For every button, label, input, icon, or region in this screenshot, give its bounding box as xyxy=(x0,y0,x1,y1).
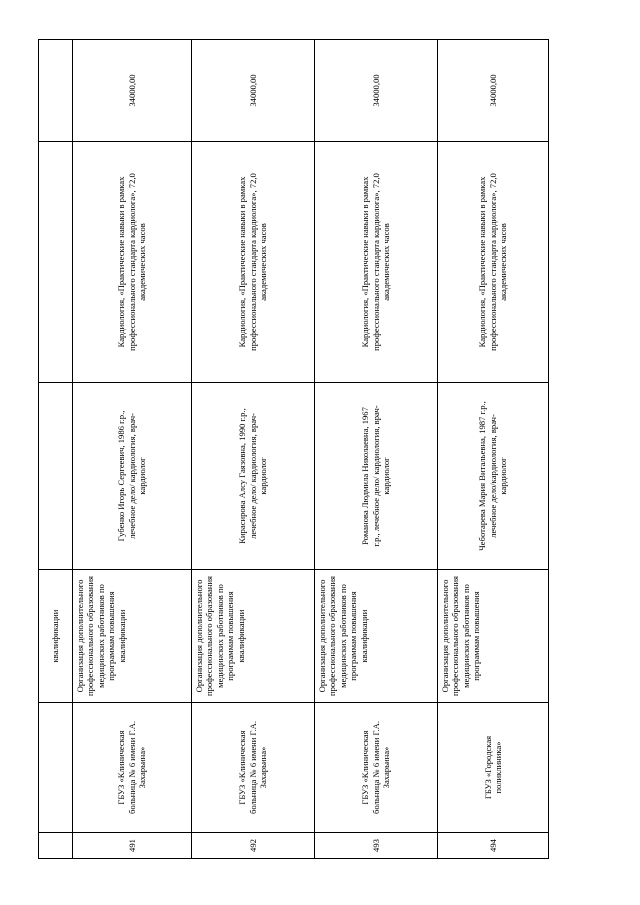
person: Романова Людмила Николаевна, 1967 г.р., лечебное дело/ кардиология, врач-кардиолог xyxy=(360,405,392,547)
person-cell xyxy=(438,383,549,570)
organization-cell xyxy=(73,703,192,833)
organization-cell xyxy=(192,703,315,833)
row-number: 491 xyxy=(126,839,137,852)
row-number: 492 xyxy=(247,839,258,852)
program-cell xyxy=(73,570,192,703)
program-cell xyxy=(192,570,315,703)
program: Организация дополнительного профессионального образования медицинских работников по программам повышения квалификации xyxy=(75,576,127,696)
course: Кардиология, «Практические навыки в рамках профессионального стандарта кардиолога», 72,0 академических часов xyxy=(360,173,392,351)
sum-cell xyxy=(438,40,549,142)
course-cell xyxy=(73,142,192,383)
sum: 34000,00 xyxy=(370,74,381,107)
table-header-row xyxy=(39,40,73,859)
person: Чеботарева Мария Витальевна, 1987 г.р., лечебное дело/кардиология, врач-кардиолог xyxy=(477,401,509,551)
organization: ГБУЗ «Городская поликлиника» xyxy=(482,735,503,800)
table-row xyxy=(192,40,315,859)
program: Организация дополнительного профессионального образования медицинских работников по программам повышения квалификации xyxy=(317,576,369,696)
organization-cell xyxy=(438,703,549,833)
sum-cell xyxy=(73,40,192,142)
course: Кардиология, «Практические навыки в рамках профессионального стандарта кардиолога», 72,0 академических часов xyxy=(116,173,148,351)
course-cell xyxy=(315,142,438,383)
program-continuation: квалификации xyxy=(50,609,61,663)
header-empty-num xyxy=(39,833,73,859)
row-number-cell xyxy=(315,833,438,859)
course-cell xyxy=(192,142,315,383)
course: Кардиология, «Практические навыки в рамках профессионального стандарта кардиолога», 72,0 академических часов xyxy=(237,173,269,351)
row-number: 493 xyxy=(370,839,381,852)
organization: ГБУЗ «Клиническая больница № 6 имени Г.А. Захарьина» xyxy=(360,720,392,815)
program-cell xyxy=(438,570,549,703)
row-number-cell xyxy=(192,833,315,859)
sum: 34000,00 xyxy=(247,74,258,107)
program-cell xyxy=(315,570,438,703)
table-row xyxy=(438,40,549,859)
header-empty-org xyxy=(39,703,73,833)
table-row xyxy=(73,40,192,859)
header-program-cell xyxy=(39,570,73,703)
course: Кардиология, «Практические навыки в рамках профессионального стандарта кардиолога», 72,0 академических часов xyxy=(477,173,509,351)
organization: ГБУЗ «Клиническая больница № 6 имени Г.А. Захарьина» xyxy=(116,720,148,815)
sum-cell xyxy=(315,40,438,142)
organization: ГБУЗ «Клиническая больница № 6 имени Г.А. Захарьина» xyxy=(237,720,269,815)
training-table xyxy=(38,39,549,859)
program: Организация дополнительного профессионального образования медицинских работников по программам повышения xyxy=(440,576,482,696)
person: Кирасирова Алсу Гаязовна, 1990 г.р., лечебное дело/ кардиология, врач-кардиолог xyxy=(237,408,269,544)
row-number-cell xyxy=(438,833,549,859)
header-empty-course xyxy=(39,142,73,383)
organization-cell xyxy=(315,703,438,833)
program: Организация дополнительного профессионального образования медицинских работников по программам повышения квалификации xyxy=(194,576,246,696)
rotated-table-page xyxy=(38,40,547,859)
table-row xyxy=(315,40,438,859)
row-number: 494 xyxy=(487,839,498,852)
person-cell xyxy=(73,383,192,570)
person-cell xyxy=(315,383,438,570)
row-number-cell xyxy=(73,833,192,859)
header-empty-person xyxy=(39,383,73,570)
header-empty-sum xyxy=(39,40,73,142)
person: Губенко Игорь Сергеевич, 1986 г.р., лечебное дело/ кардиология, врач-кардиолог xyxy=(116,410,148,542)
sum-cell xyxy=(192,40,315,142)
course-cell xyxy=(438,142,549,383)
person-cell xyxy=(192,383,315,570)
sum: 34000,00 xyxy=(487,74,498,107)
sum: 34000,00 xyxy=(126,74,137,107)
